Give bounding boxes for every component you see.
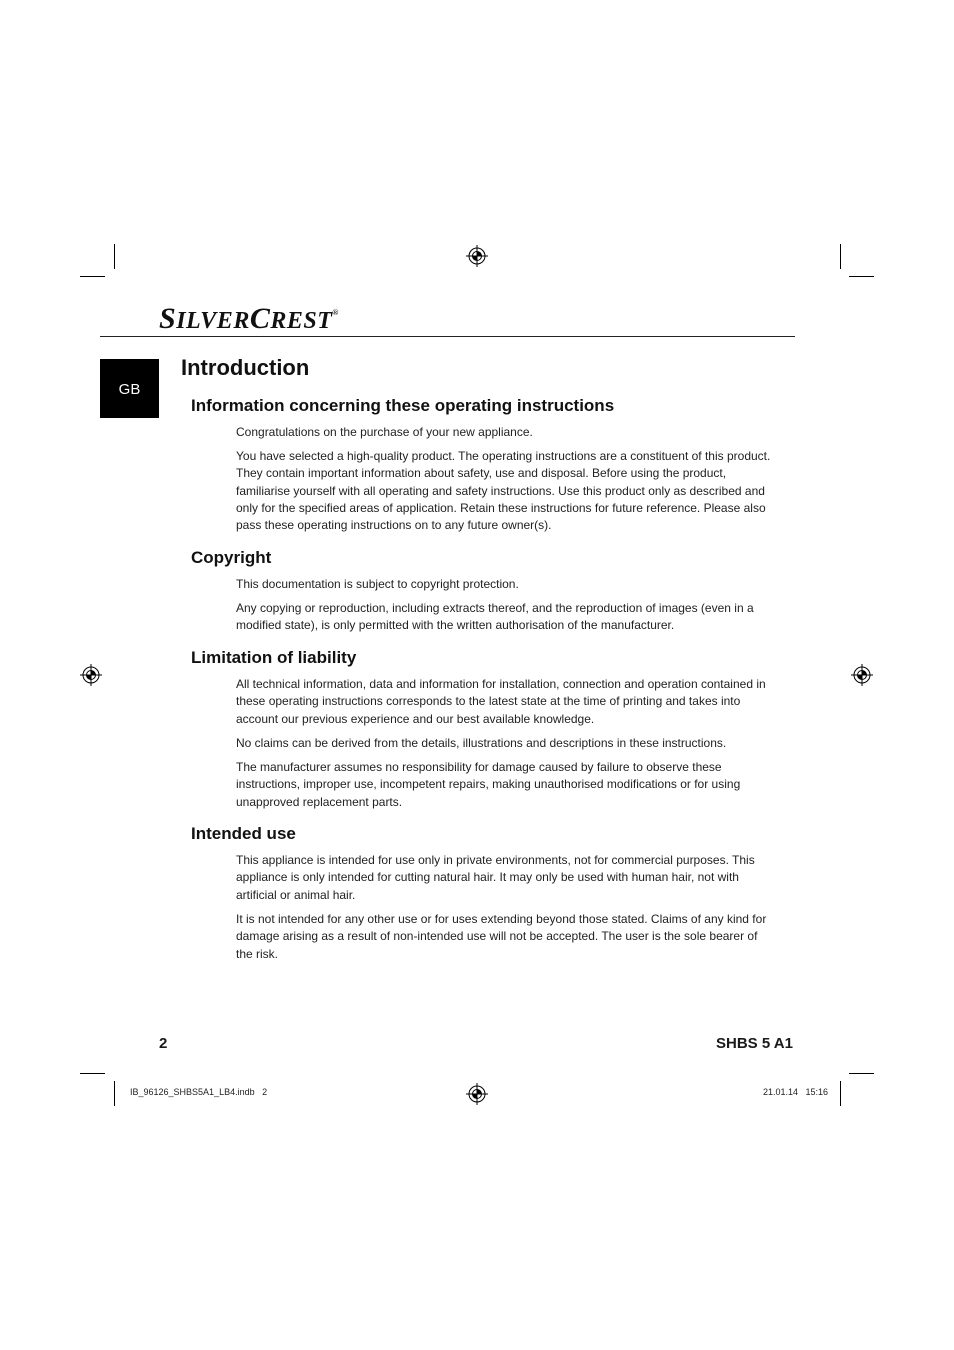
paragraph: This appliance is intended for use only in private environments, not for commercial purposes. This appliance is only intended for cutting natural hair. It may only be used with human hair, not with artificial or animal hair.: [236, 853, 755, 902]
crop-mark: [80, 1073, 105, 1074]
language-tab: [100, 359, 159, 418]
registration-mark-icon: [851, 664, 873, 686]
registration-mark-icon: [466, 245, 488, 267]
file-slug: IB_96126_SHBS5A1_LB4.indb 2: [130, 1087, 268, 1097]
paragraph: It is not intended for any other use or for uses extending beyond those stated. Claims of any kind for damage arising as a result of non-intended use will not be accepted. The user is the sole bearer of the risk.: [236, 912, 767, 961]
page-number: 2: [159, 1035, 168, 1052]
paragraph: You have selected a high-quality product. The operating instructions are a constituent of this product. They contain important information about safety, use and disposal. Before using the product, familiarise yourself with all operating and safety instructions. Use this product only as described and only for the specified areas of application. Retain these instructions for future reference. Please also pass these operating instructions on to any future owner(s).: [236, 449, 771, 533]
crop-mark: [114, 1081, 115, 1106]
section-heading: Copyright: [191, 548, 272, 567]
crop-mark: [840, 244, 841, 269]
section-heading: Limitation of liability: [191, 648, 357, 667]
language-tab-label: GB: [118, 381, 141, 398]
paragraph: Any copying or reproduction, including extracts thereof, and the reproduction of images (even in a modified state), is only permitted with the written authorisation of the manufacturer.: [236, 601, 754, 633]
crop-mark: [840, 1081, 841, 1106]
crop-mark: [849, 276, 874, 277]
section-heading: Intended use: [191, 824, 296, 843]
paragraph: Congratulations on the purchase of your new appliance.: [236, 425, 533, 439]
paragraph: This documentation is subject to copyright protection.: [236, 577, 519, 591]
brand-logo: SILVERCREST®: [159, 302, 339, 335]
paragraph: The manufacturer assumes no responsibility for damage caused by failure to observe these instructions, improper use, incompetent repairs, making unauthorised modifications or for using unapproved replacement parts.: [236, 760, 741, 809]
registration-mark-icon: [466, 1083, 488, 1105]
print-timestamp: 21.01.14 15:16: [763, 1087, 829, 1097]
section-heading: Information concerning these operating instructions: [191, 396, 615, 415]
crop-mark: [80, 276, 105, 277]
paragraph: All technical information, data and information for installation, connection and operation contained in these operating instructions corresponds to the latest state at the time of printing and takes into account our previous experience and our best available knowledge.: [236, 677, 766, 726]
page-title: Introduction: [181, 355, 310, 380]
paragraph: No claims can be derived from the details, illustrations and descriptions in these instructions.: [236, 736, 727, 750]
header-rule: [100, 336, 795, 337]
model-number: SHBS 5 A1: [716, 1035, 793, 1052]
crop-mark: [849, 1073, 874, 1074]
registration-mark-icon: [80, 664, 102, 686]
crop-mark: [114, 244, 115, 269]
